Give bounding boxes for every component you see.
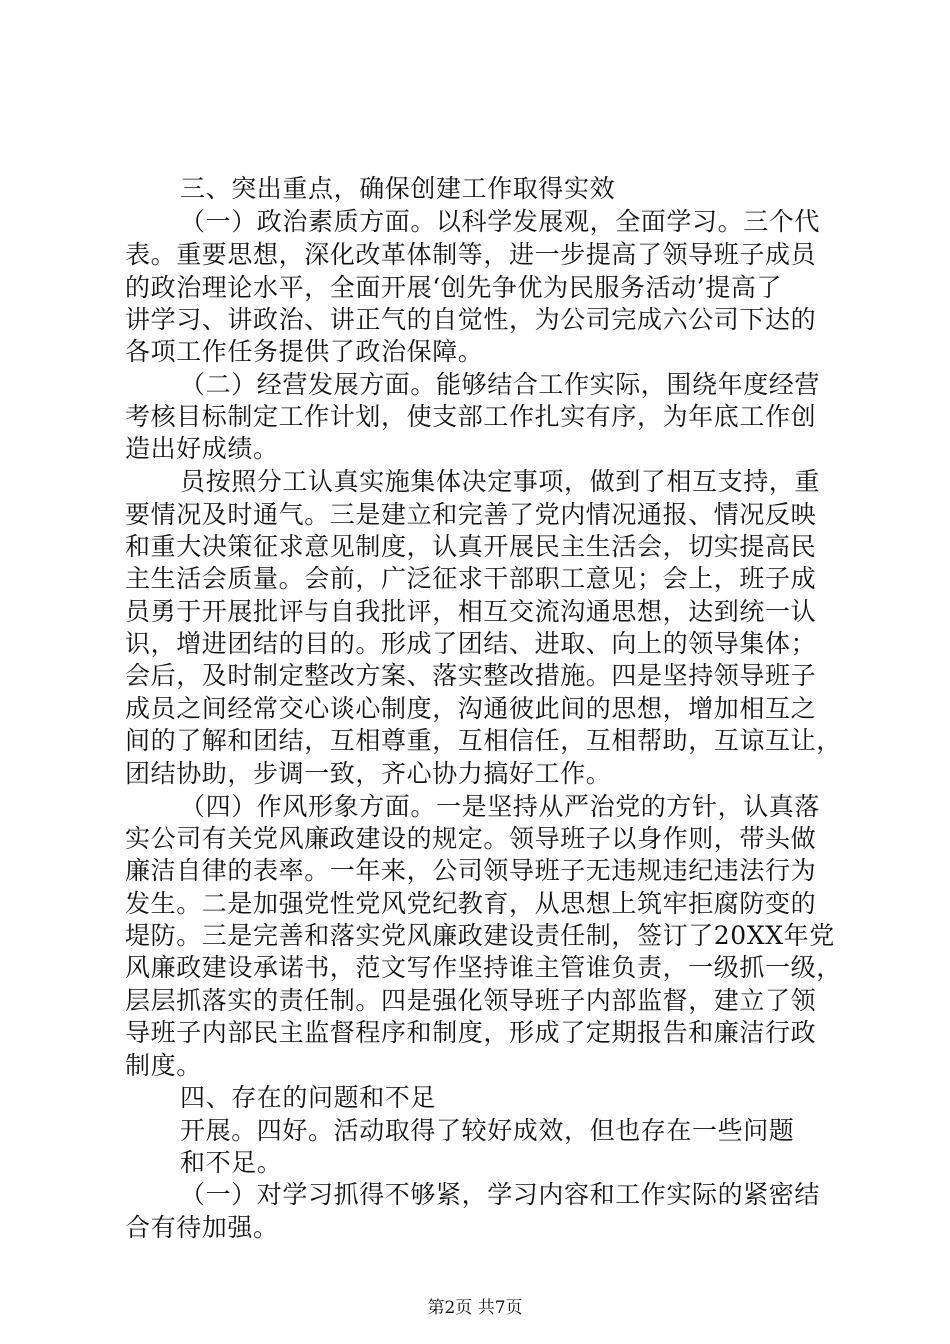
text-line: 成员之间经常交心谈心制度，沟通彼此间的思想，增加相互之	[125, 694, 817, 723]
text-line: 表。重要思想，深化改革体制等，进一步提高了领导班子成员	[125, 240, 817, 269]
text-line: （四）作风形象方面。一是坚持从严治党的方针，认真落	[180, 792, 821, 821]
text-line: 会后，及时制定整改方案、落实整改措施。四是坚持领导班子	[125, 661, 817, 690]
text-line: 识，增进团结的目的。形成了团结、进取、向上的领导集体；	[125, 629, 817, 658]
text-line: 制度。	[125, 1051, 202, 1080]
text-line: 团结协助，步调一致，齐心协力搞好工作。	[125, 759, 612, 788]
text-line: 开展。四好。活动取得了较好成效，但也存在一些问题	[180, 1116, 795, 1145]
text-line: （一）政治素质方面。以科学发展观，全面学习。三个代	[180, 207, 821, 236]
text-line: 主生活会质量。会前，广泛征求干部职工意见；会上，班子成	[125, 564, 817, 593]
text-line: 讲学习、讲政治、讲正气的自觉性，为公司完成六公司下达的	[125, 305, 817, 334]
text-line: 层层抓落实的责任制。四是强化领导班子内部监督，建立了领	[125, 986, 817, 1015]
section-heading: 三、突出重点，确保创建工作取得实效	[180, 174, 616, 203]
text-line: 间的了解和团结，互相尊重，互相信任，互相帮助，互谅互让，	[125, 726, 842, 755]
text-line: 堤防。三是完善和落实党风廉政建设责任制，签订了20XX年党	[125, 921, 835, 950]
text-line: 廉洁自律的表率。一年来，公司领导班子无违规违纪违法行为	[125, 856, 817, 885]
text-line: 风廉政建设承诺书，范文写作坚持谁主管谁负责，一级抓一级，	[125, 953, 842, 982]
text-line: 发生。二是加强党性党风党纪教育，从思想上筑牢拒腐防变的	[125, 889, 817, 918]
section-heading: 四、存在的问题和不足	[180, 1083, 437, 1112]
text-line: 造出好成绩。	[125, 434, 279, 463]
text-line: 各项工作任务提供了政治保障。	[125, 337, 484, 366]
text-line: 合有待加强。	[125, 1213, 279, 1242]
text-line: 的政治理论水平，全面开展‘创先争优为民服务活动’提高了	[125, 273, 783, 302]
text-line: 要情况及时通气。三是建立和完善了党内情况通报、情况反映	[125, 500, 817, 529]
text-line: （一）对学习抓得不够紧，学习内容和工作实际的紧密结	[180, 1180, 821, 1209]
text-line: 员按照分工认真实施集体决定事项，做到了相互支持，重	[180, 467, 821, 496]
text-line: （二）经营发展方面。能够结合工作实际，围绕年度经营	[180, 370, 821, 399]
text-line: 导班子内部民主监督程序和制度，形成了定期报告和廉洁行政	[125, 1018, 817, 1047]
text-line: 和重大决策征求意见制度，认真开展民主生活会，切实提高民	[125, 532, 817, 561]
text-line: 员勇于开展批评与自我批评，相互交流沟通思想，达到统一认	[125, 597, 817, 626]
text-line: 实公司有关党风廉政建设的规定。领导班子以身作则，带头做	[125, 824, 817, 853]
page-footer: 第2页 共7页	[427, 1298, 523, 1318]
text-line: 和不足。	[180, 1148, 283, 1177]
text-line: 考核目标制定工作计划，使支部工作扎实有序，为年底工作创	[125, 402, 817, 431]
